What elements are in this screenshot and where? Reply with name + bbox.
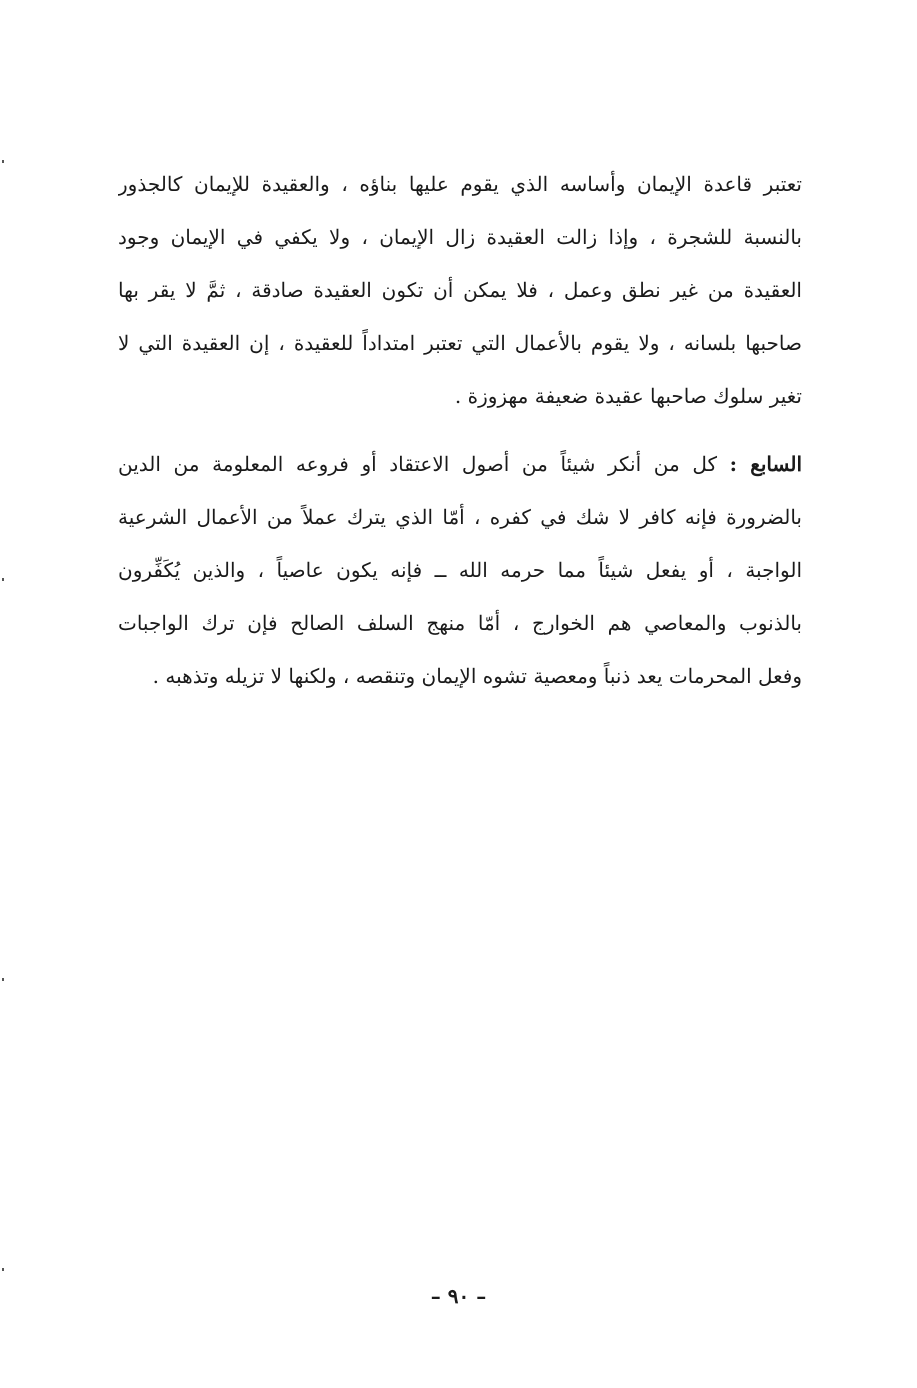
section-lead-label: السابع : [729,452,802,476]
text-line: وفعل المحرمات يعد ذنباً ومعصية تشوه الإيمان وتنقصه ، ولكنها لا تزيله وتذهبه . [152,664,802,688]
scan-speck [2,578,4,581]
scan-speck [2,1268,4,1271]
text-line [118,438,802,491]
scan-speck [2,160,4,163]
paragraph-seventh-point [118,438,802,703]
text-line: الواجبة ، أو يفعل شيئاً مما حرمه الله ــ فإنه يكون عاصياً ، والذين يُكَفِّرون [118,558,802,582]
scan-speck [2,978,4,981]
text-line: صاحبها بلسانه ، ولا يقوم بالأعمال التي تعتبر امتداداً للعقيدة ، إن العقيدة التي لا [118,331,802,355]
text-line: تعتبر قاعدة الإيمان وأساسه الذي يقوم عليها بناؤه ، والعقيدة للإيمان كالجذور [118,172,802,196]
text-line-rest: كل من أنكر شيئاً من أصول الاعتقاد أو فروعه المعلومة من الدين [118,452,717,476]
page-number: – ٩٠ – [430,1284,487,1308]
text-line: بالضرورة فإنه كافر لا شك في كفره ، أمّا الذي يترك عملاً من الأعمال الشرعية [118,505,802,529]
text-line: بالذنوب والمعاصي هم الخوارج ، أمّا منهج السلف الصالح فإن ترك الواجبات [118,611,802,635]
text-line: العقيدة من غير نطق وعمل ، فلا يمكن أن تكون العقيدة صادقة ، ثمَّ لا يقر بها [118,278,802,302]
text-line: تغير سلوك صاحبها عقيدة ضعيفة مهزوزة . [454,384,802,408]
text-line: بالنسبة للشجرة ، وإذا زالت العقيدة زال الإيمان ، ولا يكفي في الإيمان وجود [118,225,802,249]
paragraph-foundation-of-faith [118,158,802,423]
